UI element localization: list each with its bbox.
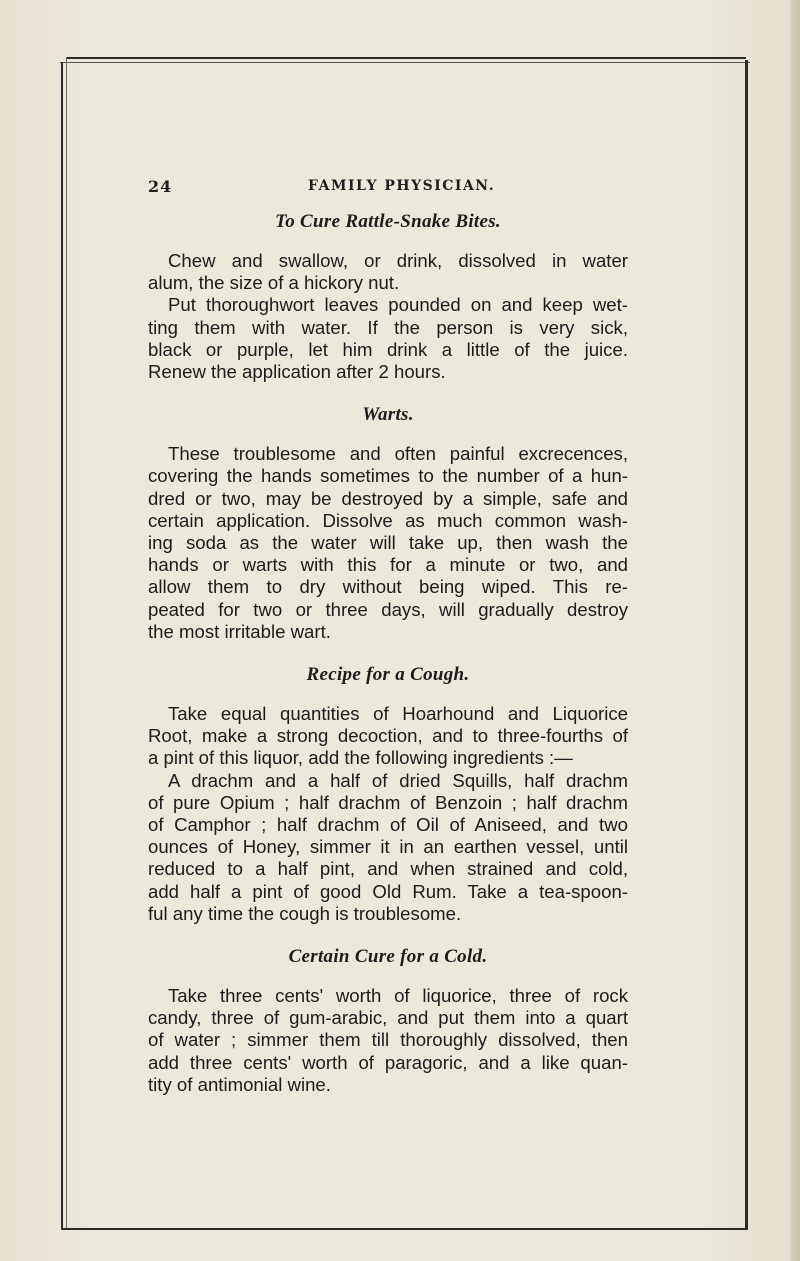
text-line: black or purple, let him drink a little of the juice. <box>148 338 628 360</box>
frame-top-rule-inner <box>60 62 750 63</box>
text-line: hands or warts with this for a minute or two, and <box>148 554 628 576</box>
frame-bottom-rule <box>61 1228 748 1230</box>
text-line: ing soda as the water will take up, then wash the <box>148 532 628 554</box>
paragraph <box>148 443 628 643</box>
text-line: covering the hands sometimes to the number of a hun- <box>148 465 628 487</box>
text-line: Root, make a strong decoction, and to three-fourths of <box>148 725 628 747</box>
section-title: Warts. <box>362 404 414 426</box>
text-line: the most irritable wart. <box>148 620 331 642</box>
paragraph <box>148 294 628 383</box>
section-title: Recipe for a Cough. <box>306 664 470 686</box>
text-line: certain application. Dissolve as much common wash- <box>148 509 628 531</box>
text-line: dred or two, may be destroyed by a simple, safe and <box>148 487 628 509</box>
section <box>148 403 628 643</box>
paragraph <box>148 770 628 925</box>
text-line: Put thoroughwort leaves pounded on and keep wet- <box>168 294 628 316</box>
text-line: tity of antimonial wine. <box>148 1073 331 1095</box>
text-line: of Camphor ; half drachm of Oil of Aniseed, and two <box>148 814 628 836</box>
frame-right-rule <box>745 60 748 1230</box>
text-line: of water ; simmer them till thoroughly dissolved, then <box>148 1029 628 1051</box>
text-line: Take equal quantities of Hoarhound and Liquorice <box>168 703 628 725</box>
text-line: add three cents' worth of paragoric, and a like quan- <box>148 1051 628 1073</box>
section-title: Certain Cure for a Cold. <box>288 946 488 968</box>
frame-left-rule-inner <box>66 57 67 1229</box>
paragraph <box>148 985 628 1096</box>
frame-left-rule <box>61 62 63 1230</box>
text-line: peated for two or three days, will gradually destroy <box>148 598 628 620</box>
text-line: reduced to a half pint, and when strained and cold, <box>148 858 628 880</box>
text-line: add half a pint of good Old Rum. Take a tea-spoon- <box>148 880 628 902</box>
section-title: To Cure Rattle-Snake Bites. <box>275 211 501 232</box>
text-line: ful any time the cough is troublesome. <box>148 902 462 924</box>
page-edge <box>790 0 800 1261</box>
text-line: Take three cents' worth of liquorice, three of rock <box>168 985 628 1007</box>
paragraph <box>148 250 628 294</box>
text-line: ting them with water. If the person is very sick, <box>148 316 628 338</box>
text-line: alum, the size of a hickory nut. <box>148 272 400 294</box>
text-line: candy, three of gum-arabic, and put them into a quart <box>148 1007 628 1029</box>
text-line: a pint of this liquor, add the following ingredients :— <box>148 747 573 769</box>
page-body <box>148 210 628 1096</box>
text-line: Chew and swallow, or drink, dissolved in water <box>168 250 628 271</box>
frame-top-rule <box>66 57 746 59</box>
text-line: of pure Opium ; half drachm of Benzoin ; half drachm <box>148 791 628 813</box>
text-line: These troublesome and often painful excrecences, <box>168 443 628 465</box>
running-title: FAMILY PHYSICIAN. <box>308 178 496 194</box>
text-line: Renew the application after 2 hours. <box>148 361 446 383</box>
page-header <box>148 177 728 199</box>
text-line: allow them to dry without being wiped. This re- <box>148 576 628 598</box>
paragraph <box>148 703 628 770</box>
section <box>148 945 628 1096</box>
section <box>148 663 628 925</box>
text-line: A drachm and a half of dried Squills, half drachm <box>168 769 628 791</box>
section <box>148 210 628 383</box>
page-number: 24 <box>148 177 173 196</box>
text-line: ounces of Honey, simmer it in an earthen vessel, until <box>148 836 628 858</box>
